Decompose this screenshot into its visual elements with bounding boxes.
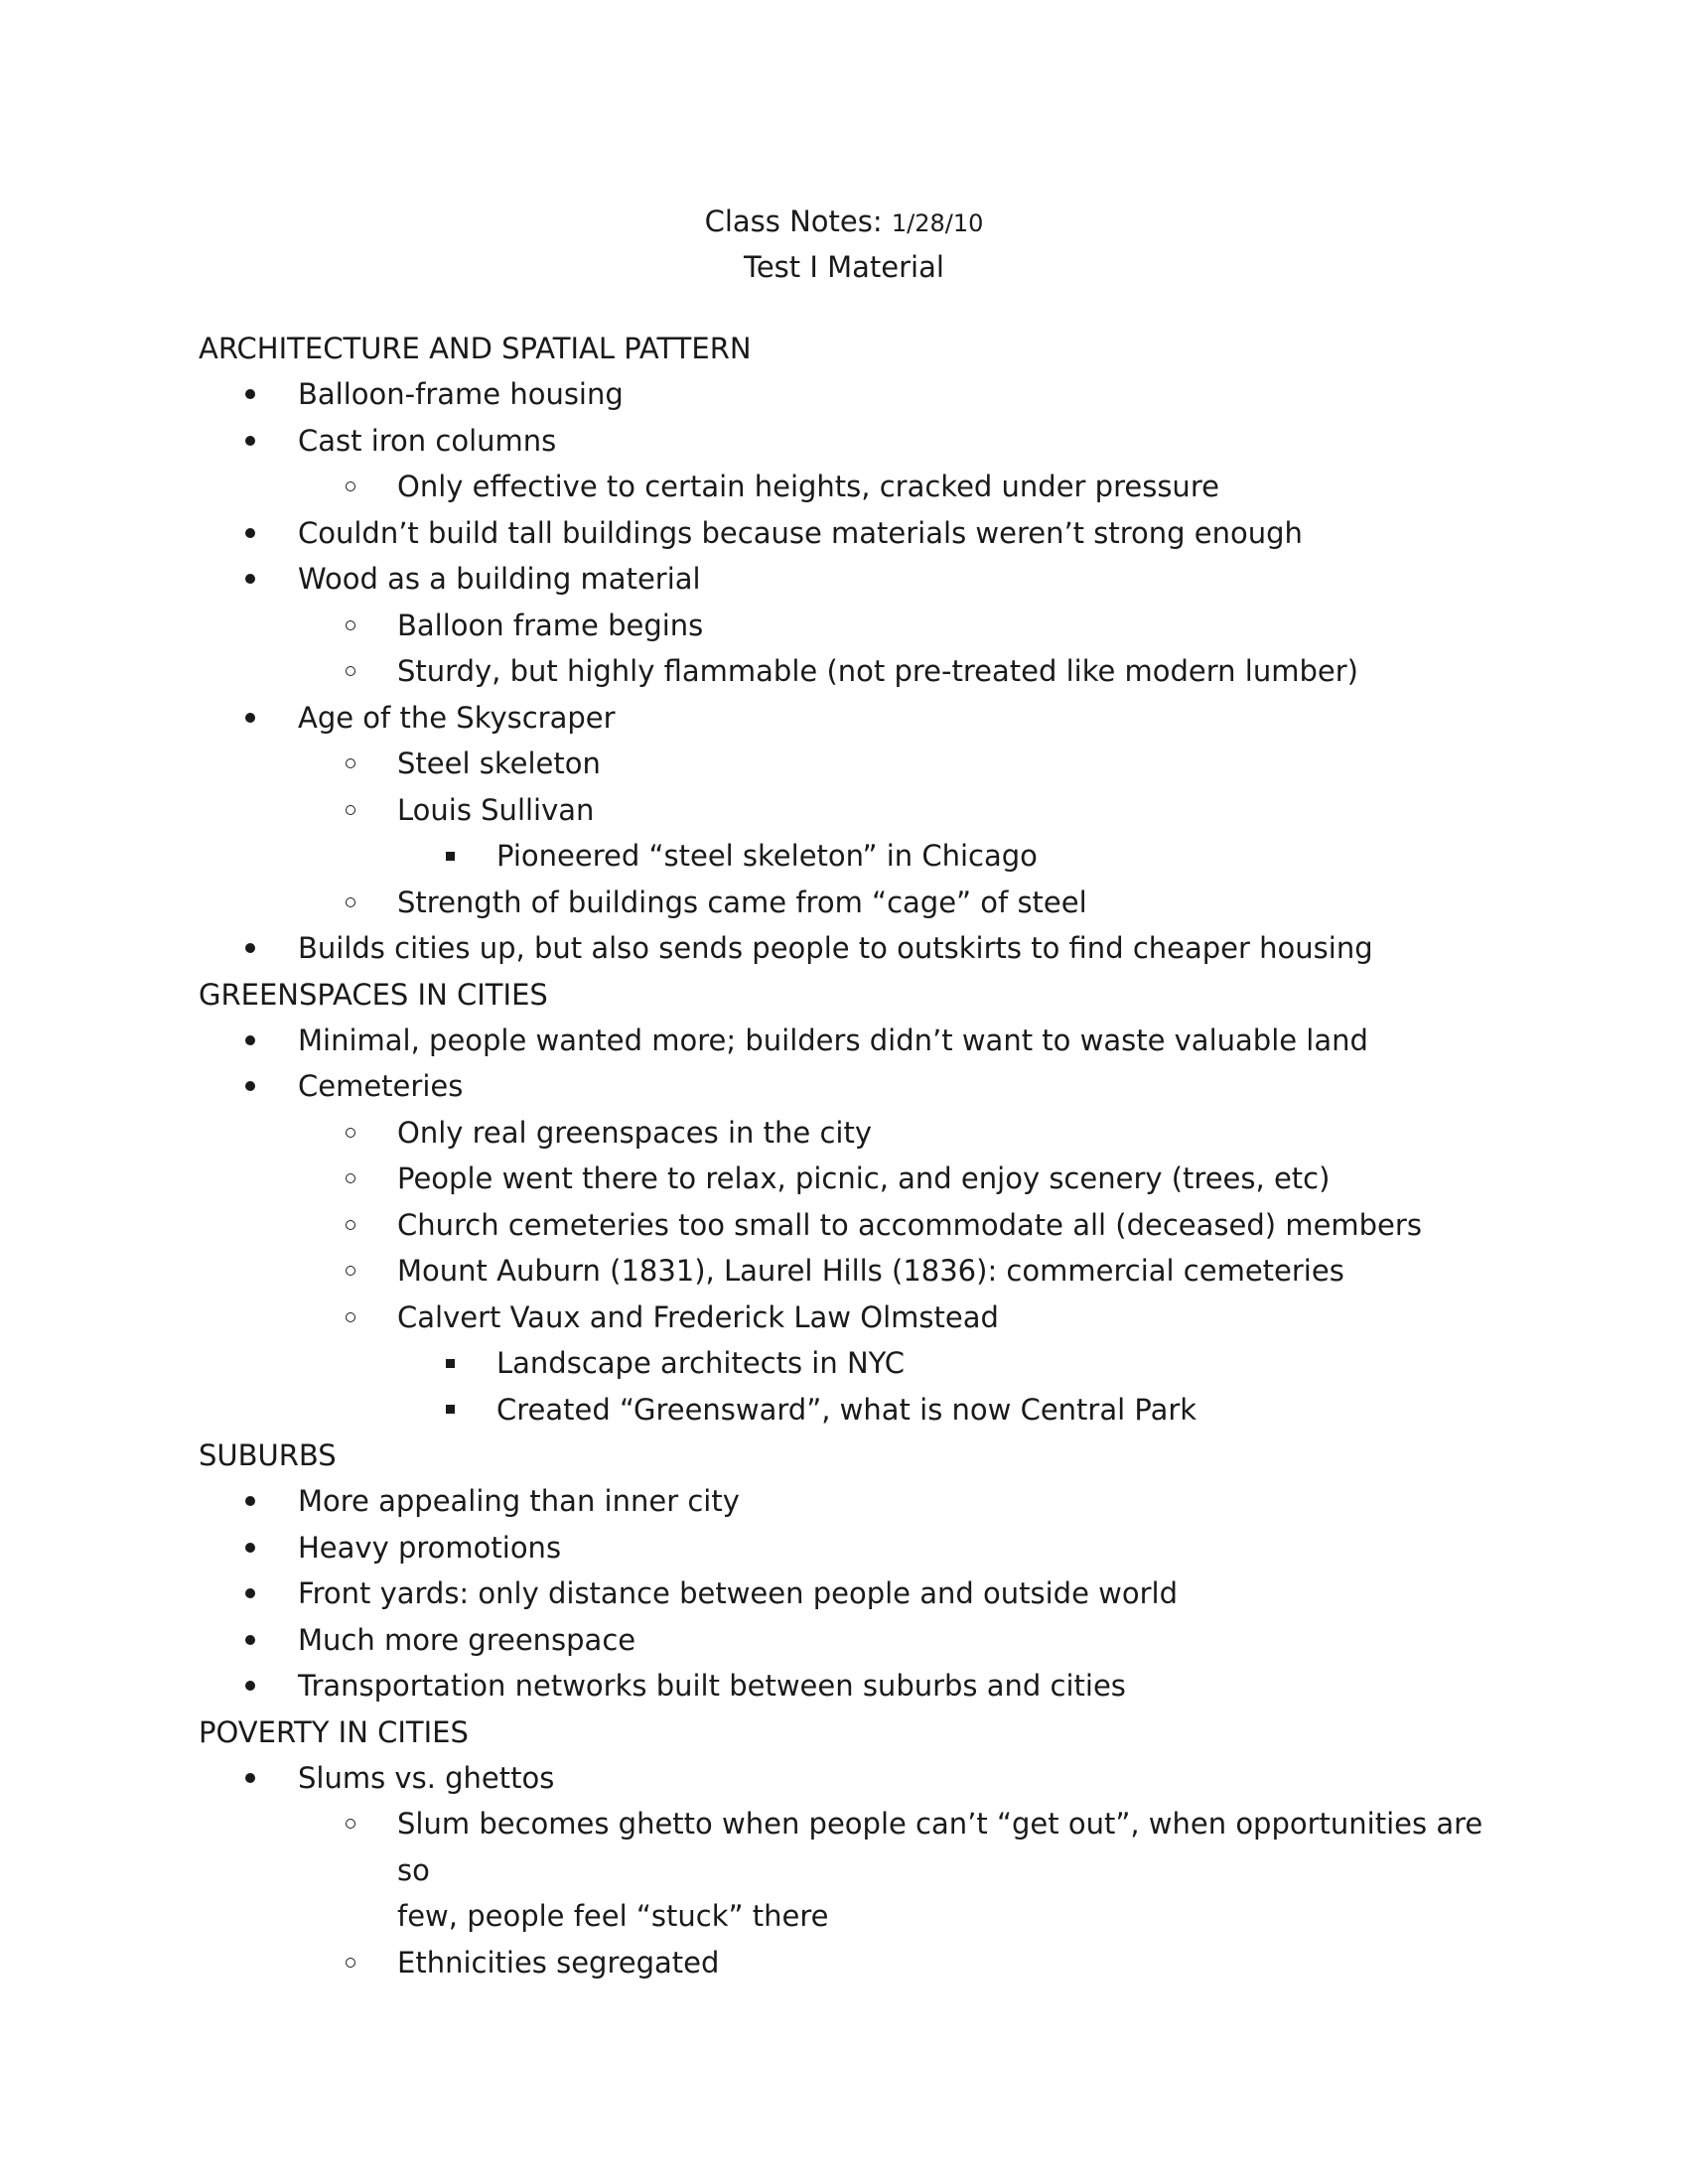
item-text: Balloon-frame housing	[298, 377, 624, 411]
list-item	[199, 833, 1489, 880]
bullet-square-icon	[446, 1387, 455, 1433]
title-date: 1/28/10	[891, 209, 984, 237]
item-text: Louis Sullivan	[397, 792, 595, 827]
bullet-dot-icon	[245, 925, 255, 972]
item-text: Mount Auburn (1831), Laurel Hills (1836): commercial cemeteries	[397, 1254, 1344, 1288]
item-text: Much more greenspace	[298, 1622, 636, 1657]
item-text: Only effective to certain heights, cracked under pressure	[397, 470, 1219, 503]
section-heading-poverty: POVERTY IN CITIES	[199, 1714, 469, 1749]
title-line-2: Test I Material	[744, 250, 944, 284]
bullet-dot-icon	[245, 371, 255, 418]
bullet-dot-icon	[245, 418, 255, 465]
item-text: Sturdy, but highly flammable (not pre-treated like modern lumber)	[397, 654, 1358, 688]
bullet-circle-icon	[346, 741, 355, 787]
item-text: Front yards: only distance between people and outside world	[298, 1576, 1178, 1610]
item-text: Calvert Vaux and Frederick Law Olmstead	[397, 1299, 999, 1334]
item-text: Balloon frame begins	[397, 608, 704, 642]
bullet-dot-icon	[245, 695, 255, 742]
list-item	[199, 695, 1489, 742]
list-item	[199, 1755, 1489, 1802]
item-text: Wood as a building material	[298, 562, 701, 596]
bullet-dot-icon	[245, 1525, 255, 1571]
bullet-circle-icon	[346, 1110, 355, 1157]
bullet-dot-icon	[245, 1663, 255, 1709]
item-text: Cemeteries	[298, 1069, 464, 1103]
bullet-circle-icon	[346, 464, 355, 510]
item-text: Strength of buildings came from “cage” of steel	[397, 885, 1087, 919]
bullet-dot-icon	[245, 1018, 255, 1064]
list-item	[199, 1202, 1489, 1249]
item-text: Transportation networks built between suburbs and cities	[298, 1669, 1126, 1703]
item-text: Minimal, people wanted more; builders didn’t want to waste valuable land	[298, 1023, 1368, 1057]
item-text: Couldn’t build tall buildings because materials weren’t strong enough	[298, 515, 1303, 550]
list-item	[199, 1110, 1489, 1157]
list-item	[199, 1063, 1489, 1110]
list-item	[199, 880, 1489, 926]
list-item	[199, 1018, 1489, 1064]
section-heading-greenspaces: GREENSPACES IN CITIES	[199, 977, 548, 1012]
bullet-circle-icon	[346, 1156, 355, 1202]
bullet-dot-icon	[245, 1063, 255, 1110]
list-item	[199, 787, 1489, 834]
list-item	[199, 603, 1489, 649]
section-heading-architecture: ARCHITECTURE AND SPATIAL PATTERN	[199, 332, 752, 365]
bullet-circle-icon	[346, 787, 355, 834]
item-text: Heavy promotions	[298, 1530, 562, 1565]
bullet-dot-icon	[245, 510, 255, 557]
bullet-circle-icon	[346, 880, 355, 926]
bullet-circle-icon	[346, 648, 355, 695]
list-item	[199, 371, 1489, 418]
list-item	[199, 1801, 1489, 1940]
list-item	[199, 1340, 1489, 1387]
list-item	[199, 510, 1489, 557]
item-text: Slums vs. ghettos	[298, 1760, 555, 1795]
list-item	[199, 1663, 1489, 1709]
list-item	[199, 464, 1489, 510]
item-text: Landscape architects in NYC	[496, 1346, 906, 1380]
list-item	[199, 1248, 1489, 1295]
bullet-dot-icon	[245, 1617, 255, 1664]
list-item	[199, 556, 1489, 603]
title-line-1	[0, 199, 1688, 244]
list-item	[199, 1617, 1489, 1664]
bullet-square-icon	[446, 833, 455, 880]
bullet-circle-icon	[346, 603, 355, 649]
list-item	[199, 1570, 1489, 1617]
bullet-circle-icon	[346, 1940, 355, 1986]
bullet-dot-icon	[245, 556, 255, 603]
list-item	[199, 1940, 1489, 1986]
item-text: Steel skeleton	[397, 747, 601, 780]
item-text: Slum becomes ghetto when people can’t “get out”, when opportunities are so	[397, 1807, 1483, 1887]
list-item	[199, 418, 1489, 465]
bullet-circle-icon	[346, 1295, 355, 1341]
item-text: Builds cities up, but also sends people to outskirts to find cheaper housing	[298, 931, 1373, 965]
list-item	[199, 741, 1489, 787]
bullet-square-icon	[446, 1340, 455, 1387]
item-text-continued: few, people feel “stuck” there	[397, 1899, 829, 1933]
item-text: Cast iron columns	[298, 423, 557, 458]
list-item	[199, 648, 1489, 695]
list-item	[199, 1478, 1489, 1525]
item-text: Age of the Skyscraper	[298, 700, 616, 735]
item-text: Ethnicities segregated	[397, 1945, 720, 1979]
section-heading-suburbs: SUBURBS	[199, 1438, 337, 1472]
list-item	[199, 1387, 1489, 1433]
bullet-circle-icon	[346, 1202, 355, 1249]
item-text: People went there to relax, picnic, and enjoy scenery (trees, etc)	[397, 1161, 1331, 1195]
item-text: Created “Greensward”, what is now Central Park	[496, 1392, 1197, 1427]
bullet-circle-icon	[346, 1248, 355, 1295]
bullet-dot-icon	[245, 1755, 255, 1802]
list-item	[199, 1156, 1489, 1202]
item-text: Pioneered “steel skeleton” in Chicago	[496, 839, 1038, 873]
title-block	[0, 199, 1688, 290]
item-text: Church cemeteries too small to accommodate all (deceased) members	[397, 1207, 1422, 1242]
bullet-dot-icon	[245, 1570, 255, 1617]
list-item	[199, 1525, 1489, 1571]
notes-content	[199, 326, 1489, 1985]
item-text: Only real greenspaces in the city	[397, 1115, 872, 1150]
list-item	[199, 925, 1489, 972]
item-text: More appealing than inner city	[298, 1484, 740, 1518]
bullet-dot-icon	[245, 1478, 255, 1525]
list-item	[199, 1295, 1489, 1341]
bullet-circle-icon	[346, 1801, 355, 1847]
title-prefix: Class Notes:	[704, 205, 892, 238]
